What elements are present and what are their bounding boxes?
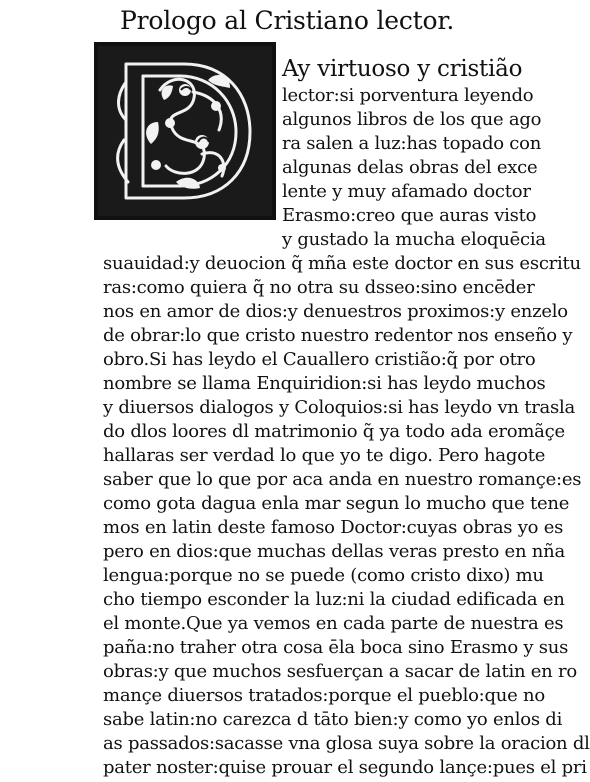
body-line-14: nombre se llama Enquiridion:si has leydo muchos [103, 373, 546, 394]
body-line-21: pero en dios:que muchas dellas veras presto en nña [103, 541, 565, 562]
body-line-9: suauidad:y deuocion q̃ mña este doctor en sus escritu [103, 253, 581, 274]
body-line-29: as passados:sacasse vna glosa suya sobre la oracion dl [103, 733, 590, 754]
body-line-12: de obrar:lo que cristo nuestro redentor nos enseño y [103, 325, 573, 346]
body-line-20: mos en latin deste famoso Doctor:cuyas obras yo es [103, 517, 564, 538]
body-line-2: lector:si porventura leyendo [282, 85, 534, 106]
body-line-30: pater noster:quise prouar el segundo lançe:pues el pri [103, 757, 587, 778]
body-line-15: y diuersos dialogos y Coloquios:si has leydo vn trasla [103, 397, 576, 418]
body-line-26: obras:y que muchos sesfuerçan a sacar de latin en ro [103, 661, 577, 682]
body-line-28: sabe latin:no carezca d tāto bien:y como yo enlos di [103, 709, 563, 730]
body-line-5: algunas delas obras del exce [282, 157, 538, 178]
body-line-13: obro.Si has leydo el Cauallero cristião:q̃ por otro [103, 349, 536, 370]
body-line-18: saber que lo que por aca anda en nuestro romançe:es [103, 469, 582, 490]
body-line-1: Ay virtuoso y cristião [282, 56, 523, 82]
body-line-16: do dlos loores dl matrimonio q̃ ya todo ada eromãçe [103, 421, 565, 442]
body-line-3: algunos libros de los que ago [282, 109, 542, 130]
body-line-11: nos en amor de dios:y denuestros proximos:y enzelo [103, 301, 568, 322]
page-title: Prologo al Cristiano lector. [120, 6, 455, 35]
body-line-27: mançe diuersos tratados:porque el pueblo:que no [103, 685, 545, 706]
body-line-22: lengua:porque no se puede (como cristo dixo) mu [103, 565, 544, 586]
decorated-initial-d [94, 42, 276, 220]
body-line-19: como gota dagua enla mar segun lo mucho que tene [103, 493, 570, 514]
body-line-6: lente y muy afamado doctor [282, 181, 531, 202]
body-line-24: el monte.Que ya vemos en cada parte de nuestra es [103, 613, 564, 634]
body-line-25: paña:no traher otra cosa ēla boca sino Erasmo y sus [103, 637, 569, 658]
body-line-17: hallaras ser verdad lo que yo te digo. Pero hagote [103, 445, 546, 466]
body-line-8: y gustado la mucha eloquēcia [282, 229, 546, 250]
body-line-4: ra salen a luz:has topado con [282, 133, 542, 154]
body-line-7: Erasmo:creo que auras visto [282, 205, 537, 226]
body-line-23: cho tiempo esconder la luz:ni la ciudad edificada en [103, 589, 565, 610]
body-line-10: ras:como quiera q̃ no otra su dsseo:sino encēder [103, 277, 535, 298]
